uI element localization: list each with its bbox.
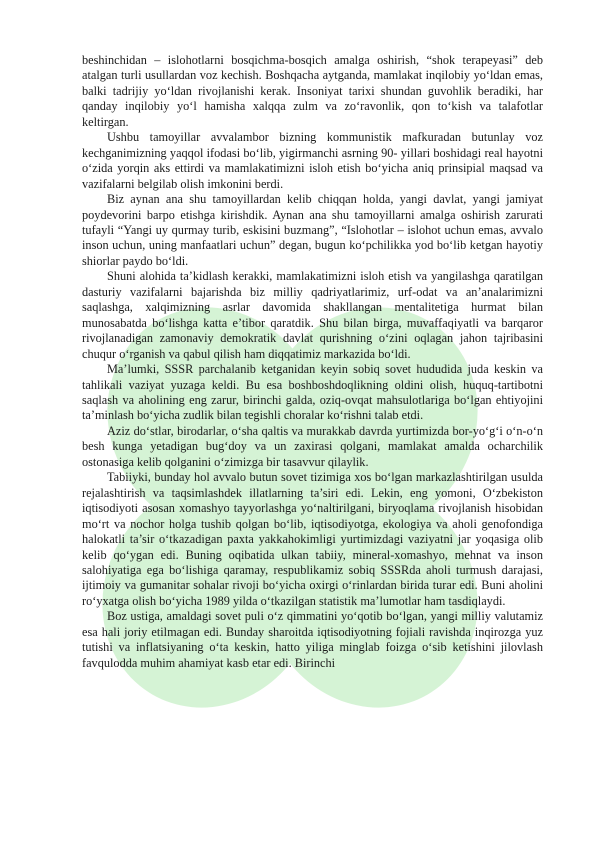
paragraph: Boz ustiga, amaldagi sovet puli o‘z qimmatini yo‘qotib bo‘lgan, yangi milliy valutamiz esa hali joriy etilmagan edi. Bunday sharoitda iqtisodiyotning fojiali ravishda inqirozga yuz tutishi va inflatsiyaning o‘ta keskin, hatto yiliga minglab foizga o‘sib ketishini jilovlash favqulodda muhim ahamiyat kasb etar edi. Birinchi [82, 609, 543, 670]
document-body [82, 53, 543, 671]
paragraph: Ushbu tamoyillar avvalambor bizning kommunistik mafkuradan butunlay voz kechganimizning yaqqol ifodasi bo‘lib, yigirmanchi asrning 90- yillari boshidagi real hayotni o‘zida yorqin aks ettirdi va mamlakatimizni isloh etish bo‘yicha aniq prinsipial maqsad va vazifalarni belgilab olish imkonini berdi. [82, 130, 543, 191]
paragraph: Aziz do‘stlar, birodarlar, o‘sha qaltis va murakkab davrda yurtimizda bor-yo‘g‘i o‘n-o‘n besh kunga yetadigan bug‘doy va un zaxirasi qolgani, mamlakat amalda ocharchilik ostonasiga kelib qolganini o‘zimizga bir tasavvur qilaylik. [82, 423, 543, 469]
paragraph: Ma’lumki, SSSR parchalanib ketganidan keyin sobiq sovet hududida juda keskin va tahlikali vaziyat yuzaga keldi. Bu esa boshboshdoqlikning oldini olish, huquq-tartibotni saqlash va aholining eng zarur, birinchi galda, oziq-ovqat mahsulotlariga bo‘lgan ehtiyojini ta’minlash bo‘yicha zudlik bilan tegishli choralar ko‘rishni talab etdi. [82, 362, 543, 423]
paragraph: Tabiiyki, bunday hol avvalo butun sovet tizimiga xos bo‘lgan markazlashtirilgan usulda rejalashtirish va taqsimlashdek illatlarning ta’siri edi. Lekin, eng yomoni, O‘zbekiston iqtisodiyoti asosan xomashyo tayyorlashga yo‘naltirilgani, biryoqlama rivojlanish hisobidan mo‘rt va nochor holga tushib qolgan bo‘lib, iqtisodiyotga, ekologiya va aholi genofondiga halokatli ta’sir o‘tkazadigan paxta yakkahokimligi yurtimizdagi vaziyatni jar yoqasiga olib kelib qo‘ygan edi. Buning oqibatida ulkan tabiiy, mineral-xomashyo, mehnat va inson salohiyatiga ega bo‘lishiga qaramay, respublikamiz sobiq SSSRda aholi turmush darajasi, ijtimoiy va gumanitar sohalar rivoji bo‘yicha oxirgi o‘rinlardan birida turar edi. Buni aholini ro‘yxatga olish bo‘yicha 1989 yilda o‘tkazilgan statistik ma’lumotlar ham tasdiqlaydi. [82, 470, 543, 608]
paragraph: Biz aynan ana shu tamoyillardan kelib chiqqan holda, yangi davlat, yangi jamiyat poydevorini barpo etishga kirishdik. Aynan ana shu tamoyillarni amalga oshirish zarurati tufayli “Yangi uy qurmay turib, eskisini buzmang”, “Islohotlar – islohot uchun emas, avvalo inson uchun, uning manfaatlari uchun” degan, bugun ko‘pchilikka yod bo‘lib ketgan hayotiy shiorlar paydo bo‘ldi. [82, 192, 543, 268]
paragraph: beshinchidan – islohotlarni bosqichma-bosqich amalga oshirish, “shok terapeyasi” deb atalgan turli usullardan voz kechish. Boshqacha aytganda, mamlakat inqilobiy yo‘ldan emas, balki tadrijiy yo‘ldan rivojlanishi kerak. Insoniyat tarixi shundan guvohlik beradiki, har qanday inqilobiy yo‘l hamisha xalqqa zulm va zo‘ravonlik, qon to‘kish va talafotlar keltirgan. [82, 53, 543, 129]
paragraph: Shuni alohida ta’kidlash kerakki, mamlakatimizni isloh etish va yangilashga qaratilgan dasturiy vazifalarni bajarishda biz milliy qadriyatlarimiz, urf-odat va an’analarimizni saqlashga, xalqimizning asrlar davomida shakllangan mentalitetiga hurmat bilan munosabatda bo‘lishga katta e’tibor qaratdik. Shu bilan birga, muvaffaqiyatli va barqaror rivojlanadigan zamonaviy demokratik davlat qurishning o‘zini oqlagan jahon tajribasini chuqur o‘rganish va qabul qilish ham diqqatimiz markazida bo‘ldi. [82, 269, 543, 361]
